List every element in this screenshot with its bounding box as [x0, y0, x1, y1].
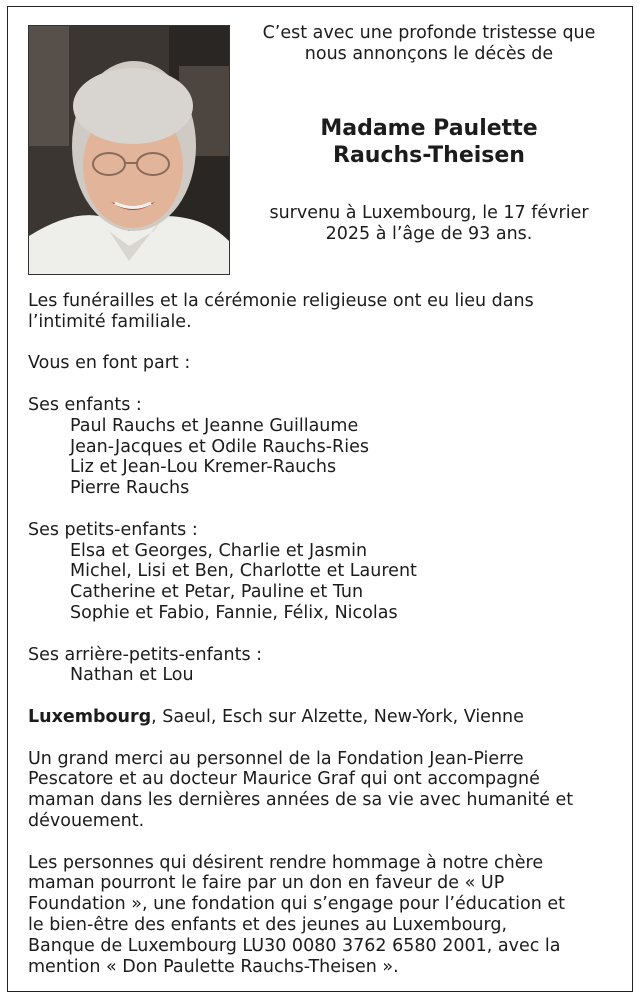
places-rest: , Saeul, Esch sur Alzette, New-York, Vienne: [151, 706, 524, 727]
donation-line: Banque de Luxembourg LU30 0080 3762 6580 2001, avec la: [28, 935, 561, 956]
children-heading: Ses enfants :: [28, 394, 142, 415]
child-name: Pierre Rauchs: [70, 478, 190, 499]
intro-text: [244, 23, 614, 65]
thanks-line: Un grand merci au personnel de la Fondation Jean-Pierre: [28, 748, 524, 769]
places-first: Luxembourg: [28, 706, 152, 727]
thanks-line: maman dans les dernières années de sa vie avec humanité et: [28, 790, 574, 811]
grandchild-name: Sophie et Fabio, Fannie, Félix, Nicolas: [70, 602, 398, 623]
grandchild-name: Michel, Lisi et Ben, Charlotte et Laurent: [70, 561, 417, 582]
funeral-line: l’intimité familiale.: [28, 311, 192, 332]
funeral-line: Les funérailles et la cérémonie religieuse ont eu lieu dans: [28, 291, 534, 311]
donation-line: Foundation », une fondation qui s’engage pour l’éducation et: [28, 894, 566, 915]
child-name: Liz et Jean-Lou Kremer-Rauchs: [70, 457, 337, 478]
obituary-notice: [7, 6, 633, 992]
deceased-name: [244, 115, 614, 169]
donation-line: maman pourront le faire par un don en faveur de « UP: [28, 873, 505, 894]
death-details-line: survenu à Luxembourg, le 17 février: [269, 203, 589, 223]
great-grandchildren-heading: Ses arrière-petits-enfants :: [28, 644, 263, 665]
places-line: [28, 707, 616, 728]
donation-line: le bien-être des enfants et des jeunes au Luxembourg,: [28, 914, 508, 935]
child-name: Jean-Jacques et Odile Rauchs-Ries: [70, 436, 369, 457]
announce-text: Vous en font part :: [28, 353, 191, 374]
deceased-name-line: Madame Paulette: [320, 116, 538, 141]
grandchild-name: Elsa et Georges, Charlie et Jasmin: [70, 540, 368, 561]
intro-line: nous annonçons le décès de: [304, 44, 554, 64]
notice-body: [28, 291, 616, 977]
great-grandchild-name: Nathan et Lou: [70, 665, 194, 686]
intro-line: C’est avec une profonde tristesse que: [262, 23, 596, 43]
death-details: [244, 203, 614, 245]
child-name: Paul Rauchs et Jeanne Guillaume: [70, 415, 359, 436]
grandchildren-heading: Ses petits-enfants :: [28, 519, 198, 540]
thanks-line: Pescatore et au docteur Maurice Graf qui ont accompagné: [28, 769, 540, 790]
portrait-photo: [28, 25, 230, 275]
donation-line: mention « Don Paulette Rauchs-Theisen ».: [28, 956, 399, 977]
deceased-name-line: Rauchs-Theisen: [333, 143, 525, 168]
donation-line: Les personnes qui désirent rendre hommage à notre chère: [28, 852, 544, 873]
thanks-line: dévouement.: [28, 810, 145, 831]
grandchild-name: Catherine et Petar, Pauline et Tun: [70, 582, 364, 603]
death-details-line: 2025 à l’âge de 93 ans.: [325, 224, 533, 244]
